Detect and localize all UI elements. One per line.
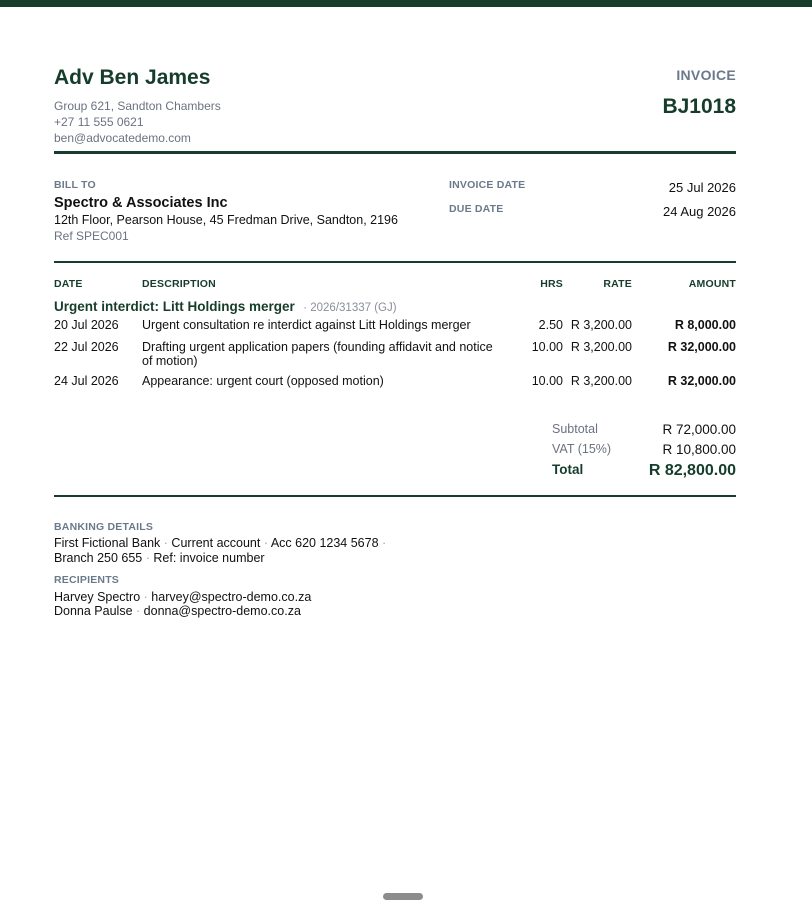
sender-address: Group 621, Sandton Chambers [54, 99, 221, 113]
header-divider [54, 151, 736, 154]
list-item [54, 604, 311, 618]
row-description: Drafting urgent application papers (founding affidavit and notice of motion) [142, 340, 493, 368]
account-type: Current account [171, 536, 261, 550]
sender-name: Adv Ben James [54, 66, 211, 89]
separator-dot: · [382, 536, 387, 550]
total-value: R 82,800.00 [648, 462, 736, 479]
separator-dot: · [163, 536, 168, 550]
banking-details-label: BANKING DETAILS [54, 521, 154, 533]
vat-label: VAT (15%) [552, 442, 612, 456]
branch-code: Branch 250 655 [54, 551, 143, 565]
row-hours: 10.00 [531, 374, 563, 388]
recipients-list [54, 590, 311, 618]
sender-details [54, 98, 221, 146]
row-rate: R 3,200.00 [570, 374, 632, 388]
invoice-label: INVOICE [676, 67, 736, 83]
subtotal-value: R 72,000.00 [662, 422, 736, 437]
row-date: 22 Jul 2026 [54, 340, 119, 354]
recipient-name: Donna Paulse [54, 604, 133, 618]
invoice-date-label: INVOICE DATE [449, 179, 526, 191]
row-description: Appearance: urgent court (opposed motion) [142, 374, 384, 388]
payment-reference: Ref: invoice number [153, 551, 265, 565]
separator-dot: · [143, 590, 148, 604]
banking-details [54, 536, 416, 566]
due-date: 24 Aug 2026 [662, 204, 736, 219]
client-name: Spectro & Associates Inc [54, 195, 228, 211]
recipient-name: Harvey Spectro [54, 590, 141, 604]
row-amount: R 32,000.00 [667, 340, 736, 354]
row-amount: R 8,000.00 [674, 318, 736, 332]
recipient-email: harvey@spectro-demo.co.za [151, 590, 312, 604]
bill-to-label: BILL TO [54, 179, 96, 191]
recipients-label: RECIPIENTS [54, 574, 120, 586]
matter-case-number: · 2026/31337 (GJ) [303, 302, 397, 314]
row-description: Urgent consultation re interdict against Litt Holdings merger [142, 318, 471, 332]
totals-divider [54, 495, 736, 497]
matter-title: Urgent interdict: Litt Holdings merger [54, 299, 295, 314]
separator-dot: · [263, 536, 269, 550]
separator-dot: · [136, 604, 141, 618]
sender-phone: +27 11 555 0621 [54, 115, 144, 129]
row-hours: 10.00 [531, 340, 563, 354]
invoice-date: 25 Jul 2026 [668, 180, 736, 195]
row-date: 20 Jul 2026 [54, 318, 119, 332]
row-rate: R 3,200.00 [570, 340, 632, 354]
invoice-number: BJ1018 [662, 95, 736, 118]
client-reference: Ref SPEC001 [54, 229, 129, 243]
col-header-amount: AMOUNT [688, 278, 736, 290]
row-date: 24 Jul 2026 [54, 374, 119, 388]
bank-name: First Fictional Bank [54, 536, 161, 550]
account-number: Acc 620 1234 5678 [270, 536, 379, 550]
recipient-email: donna@spectro-demo.co.za [143, 604, 301, 618]
col-header-hrs: HRS [540, 278, 563, 290]
list-item [54, 590, 311, 604]
row-rate: R 3,200.00 [570, 318, 632, 332]
row-hours: 2.50 [538, 318, 563, 332]
top-accent-bar [0, 0, 812, 7]
col-header-date: DATE [54, 278, 83, 290]
sender-email: ben@advocatedemo.com [54, 131, 191, 145]
subtotal-label: Subtotal [552, 422, 598, 436]
col-header-description: DESCRIPTION [142, 278, 216, 290]
col-header-rate: RATE [603, 278, 632, 290]
row-amount: R 32,000.00 [667, 374, 736, 388]
matter-heading [54, 298, 397, 316]
table-top-divider [54, 261, 736, 263]
client-address: 12th Floor, Pearson House, 45 Fredman Drive, Sandton, 2196 [54, 213, 398, 227]
due-date-label: DUE DATE [449, 203, 504, 215]
vat-value: R 10,800.00 [662, 442, 736, 457]
separator-dot: · [145, 551, 150, 565]
total-label: Total [552, 462, 584, 477]
scroll-handle[interactable] [383, 893, 423, 900]
